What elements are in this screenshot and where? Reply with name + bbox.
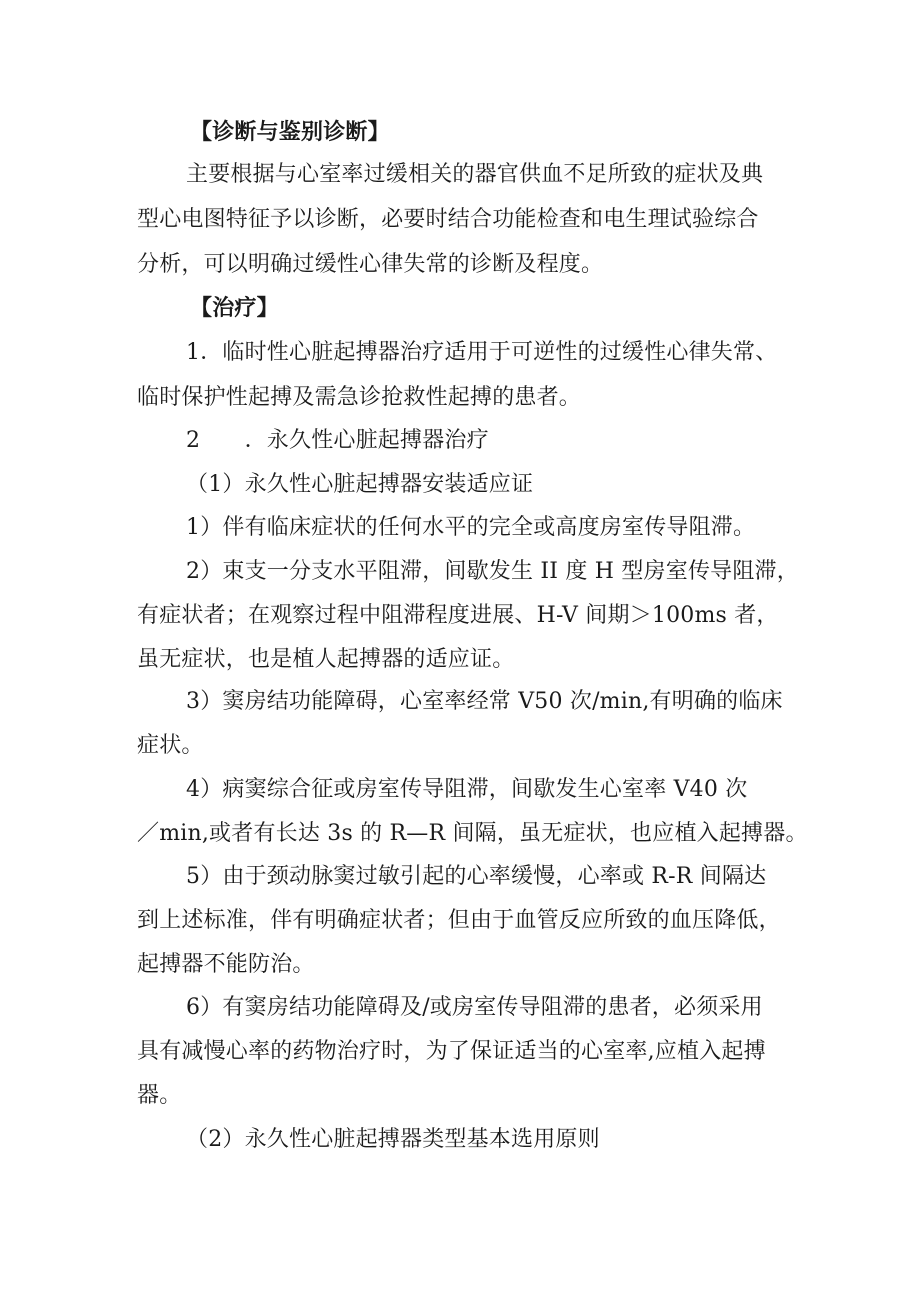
paragraph-line: 4）病窦综合征或房室传导阻滞，间歇发生心室率 V40 次 [186, 777, 748, 802]
paragraph-line: 3）窦房结功能障碍，心室率经常 V50 次/min,有明确的临床 [186, 689, 783, 714]
paragraph-line: 型心电图特征予以诊断，必要时结合功能检查和电生理试验综合 [137, 207, 759, 232]
paragraph-line: 起搏器不能防治。 [137, 952, 315, 977]
section-heading-treatment: 【治疗】 [190, 295, 279, 321]
paragraph-line: 2）束支一分支水平阻滞，间歇发生 II 度 H 型房室传导阻滞， [186, 559, 799, 584]
paragraph-line: 具有减慢心率的药物治疗时，为了保证适当的心室率,应植入起搏 [137, 1039, 766, 1064]
paragraph-line: 器。 [137, 1083, 182, 1108]
paragraph-line: （2）永久性心脏起搏器类型基本选用原则 [186, 1127, 600, 1152]
paragraph-line: 分析，可以明确过缓性心律失常的诊断及程度。 [137, 252, 604, 277]
paragraph-line: 有症状者；在观察过程中阻滞程度进展、H-V 间期＞100ms 者， [137, 603, 779, 628]
section-heading-diagnosis: 【诊断与鉴别诊断】 [190, 119, 390, 145]
paragraph-line: （1）永久性心脏起搏器安装适应证 [186, 472, 534, 497]
paragraph-line: 6）有窦房结功能障碍及/或房室传导阻滞的患者，必须采用 [186, 995, 763, 1020]
paragraph-line: 1）伴有临床症状的任何水平的完全或高度房室传导阻滞。 [186, 515, 756, 540]
paragraph-line: 症状。 [137, 733, 204, 758]
paragraph-line: 2 ．永久性心脏起搏器治疗 [186, 428, 489, 453]
paragraph-line: 5）由于颈动脉窦过敏引起的心率缓慢，心率或 R-R 间隔达 [186, 864, 767, 889]
paragraph-line: 1．临时性心脏起搏器治疗适用于可逆性的过缓性心律失常、 [186, 340, 778, 365]
paragraph-line: 主要根据与心室率过缓相关的器官供血不足所致的症状及典 [186, 162, 764, 187]
paragraph-line: ／min,或者有长达 3s 的 R—R 间隔，虽无症状，也应植入起搏器。 [137, 821, 808, 846]
paragraph-line: 临时保护性起搏及需急诊抢救性起搏的患者。 [137, 385, 582, 410]
paragraph-line: 到上述标准，伴有明确症状者；但由于血管反应所致的血压降低， [137, 908, 781, 933]
paragraph-line: 虽无症状，也是植人起搏器的适应证。 [137, 647, 515, 672]
